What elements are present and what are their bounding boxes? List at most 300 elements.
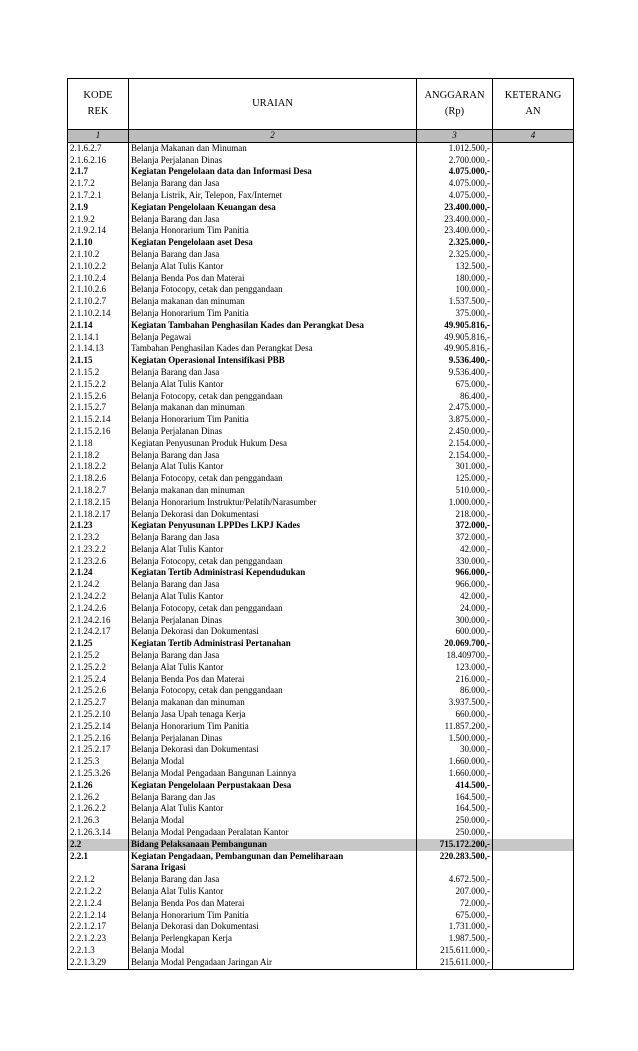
table-row (68, 803, 574, 815)
anggaran-cell: 2.700.000,- (417, 155, 493, 167)
anggaran-cell: 86.000,- (417, 685, 493, 697)
keterangan-cell (493, 320, 574, 332)
column-number-row (68, 130, 574, 143)
kode-cell: 2.1.7.2.1 (68, 190, 129, 202)
anggaran-cell: 675.000,- (417, 910, 493, 922)
anggaran-cell: 215.611.000,- (417, 945, 493, 957)
keterangan-cell (493, 697, 574, 709)
kode-cell: 2.1.25.2 (68, 650, 129, 662)
keterangan-cell (493, 343, 574, 355)
table-row (68, 343, 574, 355)
table-row (68, 461, 574, 473)
kode-cell: 2.1.25.2.6 (68, 685, 129, 697)
anggaran-cell: 1.500.000,- (417, 733, 493, 745)
keterangan-cell (493, 945, 574, 957)
keterangan-cell (493, 450, 574, 462)
keterangan-cell (493, 862, 574, 874)
anggaran-cell: 372.000,- (417, 520, 493, 532)
kode-cell: 2.1.23.2.2 (68, 544, 129, 556)
table-row (68, 379, 574, 391)
uraian-cell: Belanja Modal Pengadaan Jaringan Air (129, 957, 417, 969)
uraian-cell: Belanja Fotocopy, cetak dan penggandaan (129, 685, 417, 697)
table-row (68, 827, 574, 839)
table-row (68, 190, 574, 202)
kode-cell: 2.2.1.2.17 (68, 921, 129, 933)
keterangan-cell (493, 709, 574, 721)
table-row (68, 674, 574, 686)
table-row (68, 497, 574, 509)
anggaran-cell: 49.905.816,- (417, 320, 493, 332)
anggaran-cell: 9.536.400,- (417, 355, 493, 367)
kode-cell: 2.1.25.2.14 (68, 721, 129, 733)
uraian-cell: Belanja Benda Pos dan Materai (129, 674, 417, 686)
kode-cell: 2.1.25.2.17 (68, 744, 129, 756)
kode-cell: 2.1.15.2.14 (68, 414, 129, 426)
kode-cell: 2.1.15 (68, 355, 129, 367)
table-row (68, 544, 574, 556)
anggaran-cell: 1.987.500,- (417, 933, 493, 945)
anggaran-cell: 72.000,- (417, 898, 493, 910)
anggaran-cell: 414.500,- (417, 780, 493, 792)
keterangan-cell (493, 638, 574, 650)
keterangan-cell (493, 603, 574, 615)
uraian-cell: Belanja Perlengkapan Kerja (129, 933, 417, 945)
uraian-cell: Belanja Modal Pengadaan Bangunan Lainnya (129, 768, 417, 780)
table-row (68, 957, 574, 969)
anggaran-cell: 4.075.000,- (417, 178, 493, 190)
anggaran-cell: 4.075.000,- (417, 166, 493, 178)
table-row (68, 579, 574, 591)
table-row (68, 697, 574, 709)
uraian-cell: Sarana Irigasi (129, 862, 417, 874)
kode-cell: 2.1.14 (68, 320, 129, 332)
uraian-cell: Belanja Alat Tulis Kantor (129, 591, 417, 603)
uraian-cell: Belanja Dekorasi dan Dokumentasi (129, 921, 417, 933)
kode-cell: 2.1.24.2.6 (68, 603, 129, 615)
table-row (68, 685, 574, 697)
table-row (68, 214, 574, 226)
kode-cell: 2.1.9 (68, 202, 129, 214)
table-row (68, 225, 574, 237)
anggaran-cell: 600.000,- (417, 626, 493, 638)
anggaran-cell: 42.000,- (417, 591, 493, 603)
table-row (68, 473, 574, 485)
uraian-cell: Kegiatan Pengelolaan data dan Informasi Desa (129, 166, 417, 178)
uraian-cell: Belanja makanan dan minuman (129, 296, 417, 308)
anggaran-cell: 966.000,- (417, 579, 493, 591)
keterangan-cell (493, 178, 574, 190)
uraian-cell: Belanja Honorarium Tim Panitia (129, 225, 417, 237)
kode-cell: 2.1.26.3.14 (68, 827, 129, 839)
kode-cell: 2.1.25.2.2 (68, 662, 129, 674)
table-row (68, 308, 574, 320)
table-row (68, 591, 574, 603)
uraian-cell: Belanja Alat Tulis Kantor (129, 886, 417, 898)
kode-cell: 2.1.15.2.6 (68, 391, 129, 403)
keterangan-cell (493, 721, 574, 733)
uraian-cell: Belanja Listrik, Air, Telepon, Fax/Internet (129, 190, 417, 202)
table-row (68, 509, 574, 521)
kode-cell: 2.1.15.2.2 (68, 379, 129, 391)
kode-cell: 2.1.10.2.4 (68, 273, 129, 285)
uraian-cell: Belanja Alat Tulis Kantor (129, 544, 417, 556)
keterangan-cell (493, 532, 574, 544)
keterangan-cell (493, 414, 574, 426)
uraian-cell: Belanja Barang dan Jasa (129, 874, 417, 886)
table-row (68, 792, 574, 804)
anggaran-cell: 510.000,- (417, 485, 493, 497)
table-row (68, 532, 574, 544)
uraian-cell: Belanja Benda Pos dan Materai (129, 898, 417, 910)
anggaran-cell: 24.000,- (417, 603, 493, 615)
keterangan-cell (493, 296, 574, 308)
uraian-cell: Belanja Alat Tulis Kantor (129, 662, 417, 674)
keterangan-cell (493, 898, 574, 910)
uraian-cell: Bidang Pelaksanaan Pembangunan (129, 839, 417, 851)
header-anggaran-line1: ANGGARAN (424, 90, 485, 101)
header-anggaran-line2: (Rp) (444, 106, 465, 117)
uraian-cell: Belanja Alat Tulis Kantor (129, 379, 417, 391)
kode-cell: 2.1.24.2.2 (68, 591, 129, 603)
table-row (68, 166, 574, 178)
keterangan-cell (493, 756, 574, 768)
keterangan-cell (493, 166, 574, 178)
kode-cell: 2.1.10.2.14 (68, 308, 129, 320)
table-row (68, 355, 574, 367)
kode-cell: 2.2.1.2.4 (68, 898, 129, 910)
kode-cell (68, 862, 129, 874)
column-number: 1 (68, 130, 129, 143)
uraian-cell: Belanja Makanan dan Minuman (129, 142, 417, 154)
keterangan-cell (493, 662, 574, 674)
uraian-cell: Belanja Barang dan Jasa (129, 450, 417, 462)
kode-cell: 2.1.18 (68, 438, 129, 450)
kode-cell: 2.1.18.2.6 (68, 473, 129, 485)
anggaran-cell: 164.500,- (417, 792, 493, 804)
anggaran-cell: 218.000,- (417, 509, 493, 521)
table-row (68, 851, 574, 863)
uraian-cell: Belanja Honorarium Tim Panitia (129, 308, 417, 320)
anggaran-cell: 18.409700,- (417, 650, 493, 662)
keterangan-cell (493, 355, 574, 367)
kode-cell: 2.1.6.2.16 (68, 155, 129, 167)
anggaran-cell: 4.075.000,- (417, 190, 493, 202)
keterangan-cell (493, 579, 574, 591)
table-row (68, 815, 574, 827)
table-row (68, 910, 574, 922)
anggaran-cell: 966.000,- (417, 567, 493, 579)
table-row (68, 567, 574, 579)
uraian-cell: Belanja Fotocopy, cetak dan penggandaan (129, 556, 417, 568)
table-row (68, 603, 574, 615)
uraian-cell: Kegiatan Pengelolaan Keuangan desa (129, 202, 417, 214)
keterangan-cell (493, 886, 574, 898)
anggaran-cell: 180.000,- (417, 273, 493, 285)
uraian-cell: Kegiatan Operasional Intensifikasi PBB (129, 355, 417, 367)
table-row (68, 650, 574, 662)
keterangan-cell (493, 733, 574, 745)
uraian-cell: Belanja Barang dan Jasa (129, 367, 417, 379)
kode-cell: 2.2.1.3.29 (68, 957, 129, 969)
anggaran-cell: 164.500,- (417, 803, 493, 815)
anggaran-cell: 4.672.500,- (417, 874, 493, 886)
kode-cell: 2.2.1.2.23 (68, 933, 129, 945)
anggaran-cell: 660.000,- (417, 709, 493, 721)
table-row (68, 921, 574, 933)
keterangan-cell (493, 556, 574, 568)
keterangan-cell (493, 544, 574, 556)
column-number: 4 (493, 130, 574, 143)
table-row (68, 402, 574, 414)
kode-cell: 2.1.25.2.10 (68, 709, 129, 721)
table-row (68, 237, 574, 249)
anggaran-cell: 207.000,- (417, 886, 493, 898)
anggaran-cell: 2.475.000,- (417, 402, 493, 414)
keterangan-cell (493, 461, 574, 473)
header-keterangan (493, 79, 574, 130)
uraian-cell: Belanja Modal (129, 756, 417, 768)
table-row (68, 249, 574, 261)
anggaran-cell: 100.000,- (417, 284, 493, 296)
kode-cell: 2.1.26.2 (68, 792, 129, 804)
table-row (68, 332, 574, 344)
uraian-cell: Belanja Jasa Upah tenaga Kerja (129, 709, 417, 721)
keterangan-cell (493, 237, 574, 249)
uraian-cell: Belanja Fotocopy, cetak dan penggandaan (129, 603, 417, 615)
table-row (68, 945, 574, 957)
keterangan-cell (493, 509, 574, 521)
kode-cell: 2.1.24.2 (68, 579, 129, 591)
kode-cell: 2.2.1.2.14 (68, 910, 129, 922)
anggaran-cell: 11.857.200,- (417, 721, 493, 733)
table-row (68, 839, 574, 851)
keterangan-cell (493, 933, 574, 945)
keterangan-cell (493, 768, 574, 780)
kode-cell: 2.1.26.2.2 (68, 803, 129, 815)
table-row (68, 933, 574, 945)
kode-cell: 2.1.25.2.7 (68, 697, 129, 709)
anggaran-cell: 1.660.000,- (417, 756, 493, 768)
anggaran-cell: 250.000,- (417, 827, 493, 839)
header-keterangan-line2: AN (525, 106, 541, 117)
kode-cell: 2.1.18.2.7 (68, 485, 129, 497)
uraian-cell: Belanja Perjalanan Dinas (129, 733, 417, 745)
anggaran-cell: 1.660.000,- (417, 768, 493, 780)
table-row (68, 615, 574, 627)
uraian-cell: Belanja makanan dan minuman (129, 402, 417, 414)
anggaran-cell: 250.000,- (417, 815, 493, 827)
anggaran-cell: 2.154.000,- (417, 438, 493, 450)
keterangan-cell (493, 249, 574, 261)
uraian-cell: Kegiatan Tertib Administrasi Kependudukan (129, 567, 417, 579)
keterangan-cell (493, 367, 574, 379)
uraian-cell: Belanja Perjalanan Dinas (129, 615, 417, 627)
table-row (68, 898, 574, 910)
kode-cell: 2.1.25.2.4 (68, 674, 129, 686)
header-anggaran (417, 79, 493, 130)
anggaran-cell: 123.000,- (417, 662, 493, 674)
keterangan-cell (493, 567, 574, 579)
kode-cell: 2.1.9.2 (68, 214, 129, 226)
keterangan-cell (493, 202, 574, 214)
uraian-cell: Belanja makanan dan minuman (129, 485, 417, 497)
anggaran-cell: 2.154.000,- (417, 450, 493, 462)
keterangan-cell (493, 827, 574, 839)
anggaran-cell: 49.905.816,- (417, 332, 493, 344)
uraian-cell: Belanja Benda Pos dan Materai (129, 273, 417, 285)
kode-cell: 2.1.14.13 (68, 343, 129, 355)
header-row (68, 79, 574, 130)
uraian-cell: Belanja Modal Pengadaan Peralatan Kantor (129, 827, 417, 839)
column-number: 2 (129, 130, 417, 143)
uraian-cell: Belanja Modal (129, 815, 417, 827)
anggaran-cell: 20.069.700,- (417, 638, 493, 650)
uraian-cell: Belanja Honorarium Tim Panitia (129, 721, 417, 733)
kode-cell: 2.1.24 (68, 567, 129, 579)
keterangan-cell (493, 626, 574, 638)
anggaran-cell: 1.012.500,- (417, 142, 493, 154)
kode-cell: 2.1.25 (68, 638, 129, 650)
table-row (68, 709, 574, 721)
uraian-cell: Belanja Modal (129, 945, 417, 957)
uraian-cell: Belanja Honorarium Tim Panitia (129, 910, 417, 922)
anggaran-cell: 330.000,- (417, 556, 493, 568)
kode-cell: 2.1.7 (68, 166, 129, 178)
table-row (68, 733, 574, 745)
uraian-cell: Belanja Alat Tulis Kantor (129, 803, 417, 815)
keterangan-cell (493, 284, 574, 296)
kode-cell: 2.2 (68, 839, 129, 851)
keterangan-cell (493, 803, 574, 815)
table-row (68, 284, 574, 296)
kode-cell: 2.1.25.3.26 (68, 768, 129, 780)
keterangan-cell (493, 438, 574, 450)
keterangan-cell (493, 426, 574, 438)
table-row (68, 874, 574, 886)
anggaran-cell: 23.400.000,- (417, 225, 493, 237)
table-row (68, 202, 574, 214)
table-row (68, 638, 574, 650)
uraian-cell: Belanja Barang dan Jasa (129, 532, 417, 544)
anggaran-cell: 375.000,- (417, 308, 493, 320)
kode-cell: 2.1.10 (68, 237, 129, 249)
anggaran-cell: 132.500,- (417, 261, 493, 273)
table-row (68, 756, 574, 768)
uraian-cell: Belanja Honorarium Tim Panitia (129, 414, 417, 426)
uraian-cell: Belanja Barang dan Jasa (129, 249, 417, 261)
uraian-cell: Kegiatan Pengadaan, Pembangunan dan Pemeliharaan (129, 851, 417, 863)
keterangan-cell (493, 874, 574, 886)
keterangan-cell (493, 142, 574, 154)
keterangan-cell (493, 379, 574, 391)
kode-cell: 2.1.24.2.17 (68, 626, 129, 638)
table-body (68, 130, 574, 970)
keterangan-cell (493, 650, 574, 662)
uraian-cell: Tambahan Penghasilan Kades dan Perangkat Desa (129, 343, 417, 355)
anggaran-cell: 2.450.000,- (417, 426, 493, 438)
uraian-cell: Belanja Alat Tulis Kantor (129, 261, 417, 273)
keterangan-cell (493, 910, 574, 922)
anggaran-cell: 86.400,- (417, 391, 493, 403)
column-number: 3 (417, 130, 493, 143)
uraian-cell: Belanja Dekorasi dan Dokumentasi (129, 744, 417, 756)
kode-cell: 2.1.7.2 (68, 178, 129, 190)
uraian-cell: Belanja Perjalanan Dinas (129, 155, 417, 167)
uraian-cell: Belanja Alat Tulis Kantor (129, 461, 417, 473)
kode-cell: 2.1.26.3 (68, 815, 129, 827)
table-row (68, 485, 574, 497)
kode-cell: 2.1.18.2.15 (68, 497, 129, 509)
keterangan-cell (493, 792, 574, 804)
anggaran-cell: 42.000,- (417, 544, 493, 556)
uraian-cell: Belanja Pegawai (129, 332, 417, 344)
table-row (68, 556, 574, 568)
keterangan-cell (493, 921, 574, 933)
anggaran-cell: 1.537.500,- (417, 296, 493, 308)
keterangan-cell (493, 674, 574, 686)
kode-cell: 2.1.10.2.7 (68, 296, 129, 308)
kode-cell: 2.1.10.2.2 (68, 261, 129, 273)
keterangan-cell (493, 155, 574, 167)
header-kode-rek (68, 79, 129, 130)
keterangan-cell (493, 308, 574, 320)
kode-cell: 2.1.15.2.16 (68, 426, 129, 438)
table-row (68, 367, 574, 379)
table-row (68, 438, 574, 450)
anggaran-cell: 3.937.500,- (417, 697, 493, 709)
table-row (68, 450, 574, 462)
table-row (68, 273, 574, 285)
table-row (68, 626, 574, 638)
kode-cell: 2.1.15.2 (68, 367, 129, 379)
anggaran-cell: 1.000.000,- (417, 497, 493, 509)
keterangan-cell (493, 473, 574, 485)
keterangan-cell (493, 261, 574, 273)
keterangan-cell (493, 225, 574, 237)
anggaran-cell: 300.000,- (417, 615, 493, 627)
keterangan-cell (493, 273, 574, 285)
uraian-cell: Belanja Fotocopy, cetak dan penggandaan (129, 284, 417, 296)
keterangan-cell (493, 485, 574, 497)
anggaran-cell: 2.325.000,- (417, 249, 493, 261)
kode-cell: 2.1.18.2.2 (68, 461, 129, 473)
kode-cell: 2.1.10.2 (68, 249, 129, 261)
kode-cell: 2.2.1.3 (68, 945, 129, 957)
table-row (68, 178, 574, 190)
uraian-cell: Belanja Barang dan Jasa (129, 650, 417, 662)
anggaran-cell: 3.875.000,- (417, 414, 493, 426)
anggaran-cell: 30.000,- (417, 744, 493, 756)
anggaran-cell: 23.400.000,- (417, 202, 493, 214)
kode-cell: 2.1.25.3 (68, 756, 129, 768)
uraian-cell: Belanja Barang dan Jasa (129, 214, 417, 226)
anggaran-cell: 23.400.000,- (417, 214, 493, 226)
uraian-cell: Kegiatan Penyusunan Produk Hukum Desa (129, 438, 417, 450)
table-row (68, 320, 574, 332)
kode-cell: 2.1.25.2.16 (68, 733, 129, 745)
kode-cell: 2.1.14.1 (68, 332, 129, 344)
keterangan-cell (493, 391, 574, 403)
kode-cell: 2.1.10.2.6 (68, 284, 129, 296)
table-row (68, 414, 574, 426)
table-row (68, 721, 574, 733)
anggaran-cell: 216.000,- (417, 674, 493, 686)
uraian-cell: Belanja Fotocopy, cetak dan penggandaan (129, 391, 417, 403)
kode-cell: 2.1.6.2.7 (68, 142, 129, 154)
header-uraian: URAIAN (129, 79, 417, 130)
anggaran-cell: 125.000,- (417, 473, 493, 485)
kode-cell: 2.1.18.2 (68, 450, 129, 462)
